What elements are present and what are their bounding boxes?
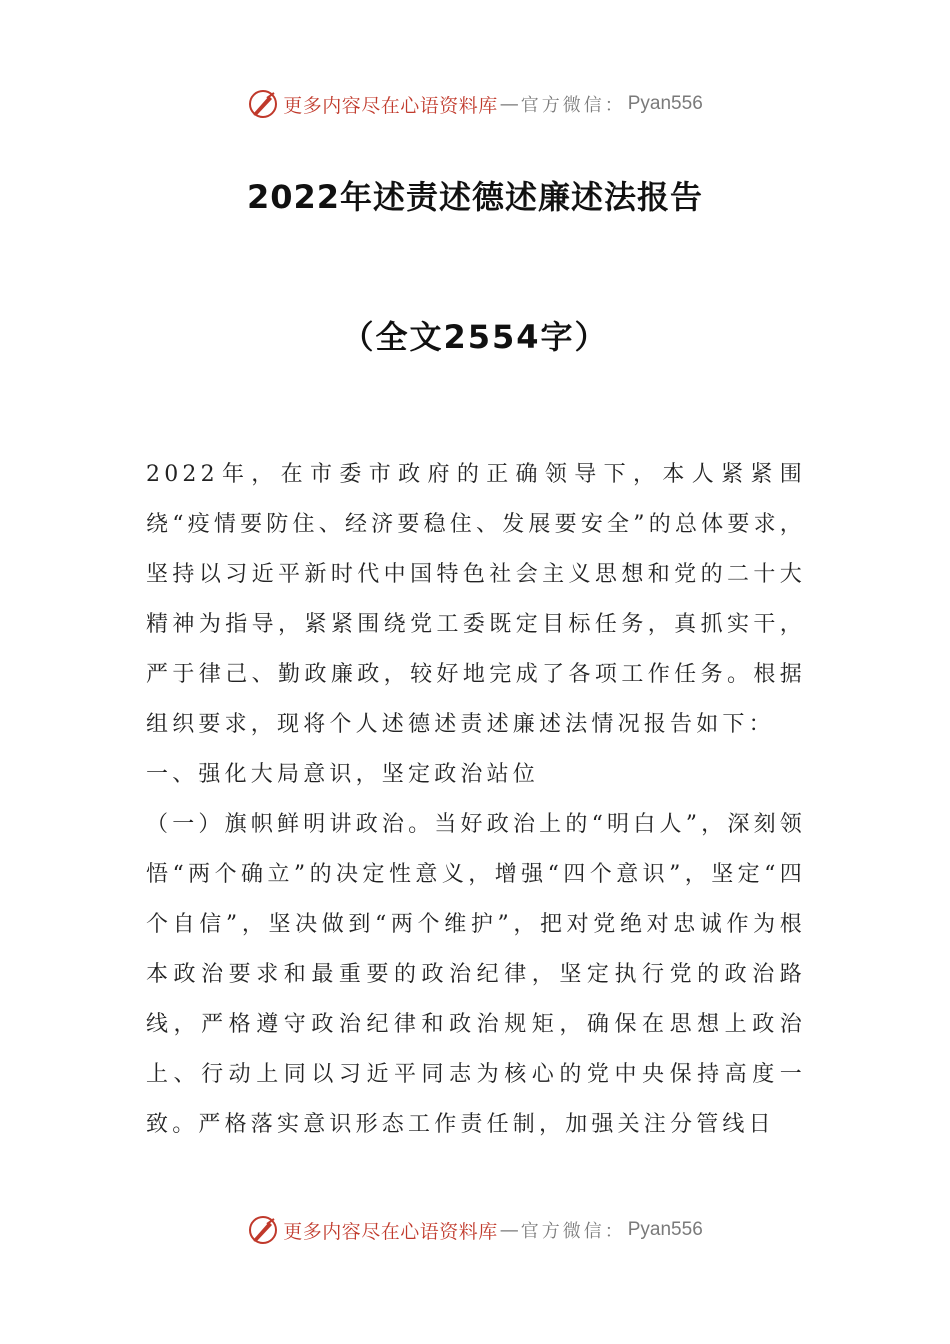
watermark-brand: 更多内容尽在心语资料库 <box>283 1220 498 1243</box>
section-heading-1: 一、强化大局意识，坚定政治站位 <box>146 762 540 787</box>
quill-logo-icon <box>247 88 279 120</box>
watermark-brand: 更多内容尽在心语资料库 <box>283 94 498 117</box>
paragraph-section-1-1: （一）旗帜鲜明讲政治。当好政治上的“明白人”，深刻领悟“两个确立”的决定性意义，增强“四个意识”，坚定“四个自信”，坚决做到“两个维护”，把对党绝对忠诚作为根本政治要求和最重要的政治纪律，坚定执行党的政治路线，严格遵守政治纪律和政治规矩，确保在思想上政治上、行动上同以习近平同志为核心的党中央保持高度一致。严格落实意识形态工作责任制，加强关注分管线日 <box>146 812 806 1137</box>
document-title: 2022年述责述德述廉述法报告 <box>246 178 704 216</box>
watermark-dash: — <box>499 93 519 115</box>
watermark-label: 官方微信： <box>520 95 626 116</box>
document-subtitle: （全文2554字） <box>341 318 609 356</box>
document-body <box>146 450 806 1150</box>
watermark-dash: — <box>499 1219 519 1241</box>
watermark-id: Pyan556 <box>627 1219 703 1240</box>
paragraph-intro: 2022年，在市委市政府的正确领导下，本人紧紧围绕“疫情要防住、经济要稳住、发展要安全”的总体要求，坚持以习近平新时代中国特色社会主义思想和党的二十大精神为指导，紧紧围绕党工委既定目标任务，真抓实干，严于律己、勤政廉政，较好地完成了各项工作任务。根据组织要求，现将个人述德述责述廉述法情况报告如下： <box>146 462 806 737</box>
quill-logo-icon <box>247 1214 279 1246</box>
watermark-header <box>0 84 950 124</box>
watermark-id: Pyan556 <box>627 93 703 114</box>
watermark-footer <box>0 1210 950 1250</box>
watermark-label: 官方微信： <box>520 1221 626 1242</box>
